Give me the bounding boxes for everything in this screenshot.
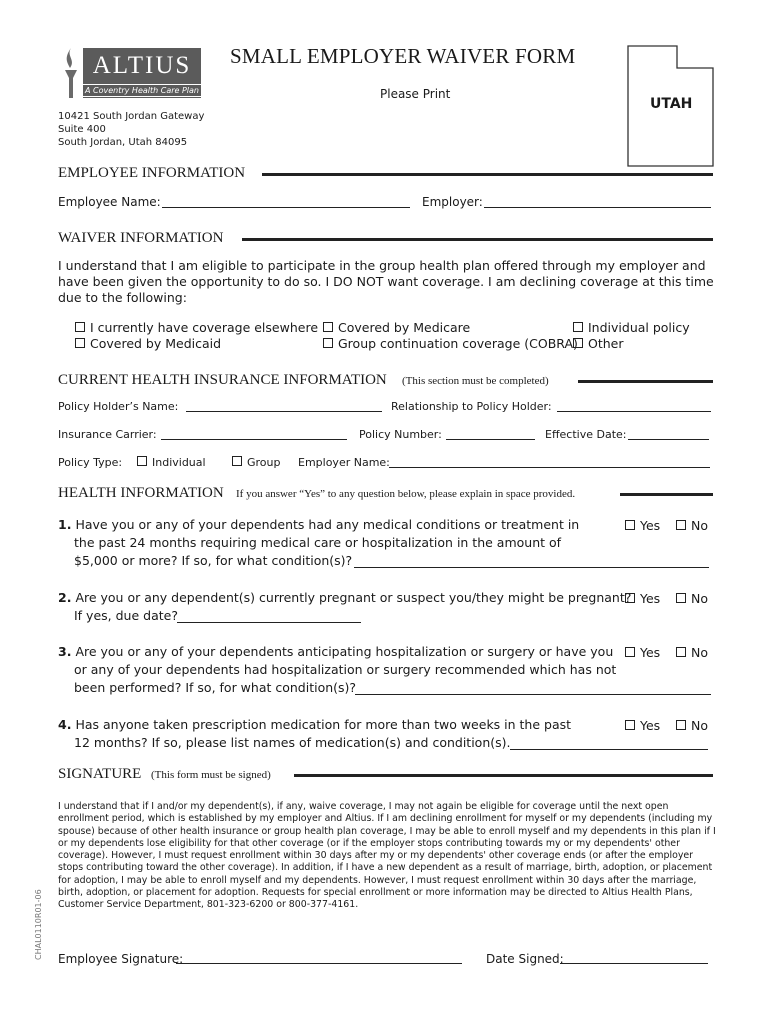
section-heading-waiver: WAIVER INFORMATION bbox=[58, 230, 224, 246]
section-note: (This form must be signed) bbox=[151, 769, 271, 781]
state-label: UTAH bbox=[650, 96, 693, 112]
no-label: No bbox=[691, 591, 708, 606]
employer-label: Employer: bbox=[422, 195, 483, 209]
question-text: 12 months? If so, please list names of medication(s) and condition(s). bbox=[74, 735, 511, 750]
no-label: No bbox=[691, 718, 708, 733]
carrier-field[interactable] bbox=[161, 439, 347, 440]
relationship-field[interactable] bbox=[557, 411, 711, 412]
option-label: Covered by Medicaid bbox=[90, 336, 222, 351]
address-line: 10421 South Jordan Gateway bbox=[58, 111, 205, 122]
address-line: Suite 400 bbox=[58, 124, 106, 135]
question-2-answer-field[interactable] bbox=[177, 622, 361, 623]
question-text: Have you or any of your dependents had any medical conditions or treatment in bbox=[75, 517, 580, 532]
section-rule bbox=[578, 380, 713, 383]
section-rule bbox=[262, 173, 713, 176]
waiver-statement: I understand that I am eligible to participate in the group health plan offered through my employer and have been given the opportunity to do so. I DO NOT want coverage. I am declining coverage at this time due to the following: bbox=[58, 258, 714, 305]
question-text: $5,000 or more? If so, for what condition(s)? bbox=[74, 553, 353, 568]
checkbox[interactable] bbox=[573, 322, 583, 332]
employer-name-field[interactable] bbox=[389, 467, 710, 468]
logo-name: ALTIUS bbox=[83, 48, 201, 84]
policy-number-label: Policy Number: bbox=[359, 428, 442, 441]
question-4-yes[interactable] bbox=[625, 718, 660, 733]
employee-signature-label: Employee Signature: bbox=[58, 952, 184, 966]
checkbox[interactable] bbox=[232, 456, 242, 466]
option-label: Individual policy bbox=[588, 320, 690, 335]
option-label: Covered by Medicare bbox=[338, 320, 471, 335]
effective-date-field[interactable] bbox=[628, 439, 709, 440]
checkbox[interactable] bbox=[676, 593, 686, 603]
policy-type-label: Policy Type: bbox=[58, 456, 123, 469]
option-label: Other bbox=[588, 336, 624, 351]
question-3-no[interactable] bbox=[676, 645, 708, 660]
option-label: Group continuation coverage (COBRA) bbox=[338, 336, 578, 351]
question-4 bbox=[58, 716, 571, 752]
employer-field[interactable] bbox=[484, 207, 711, 208]
option-medicaid[interactable] bbox=[75, 336, 221, 351]
section-heading-current-insurance: CURRENT HEALTH INSURANCE INFORMATION bbox=[58, 372, 387, 388]
no-label: No bbox=[691, 518, 708, 533]
employee-name-label: Employee Name: bbox=[58, 195, 161, 209]
checkbox[interactable] bbox=[75, 338, 85, 348]
question-1-no[interactable] bbox=[676, 518, 708, 533]
section-rule bbox=[620, 493, 713, 496]
address-line: South Jordan, Utah 84095 bbox=[58, 137, 188, 148]
yes-label: Yes bbox=[640, 718, 661, 733]
checkbox[interactable] bbox=[137, 456, 147, 466]
policy-type-individual[interactable] bbox=[137, 456, 206, 469]
checkbox[interactable] bbox=[676, 647, 686, 657]
yes-label: Yes bbox=[640, 645, 661, 660]
checkbox[interactable] bbox=[573, 338, 583, 348]
policy-number-field[interactable] bbox=[446, 439, 535, 440]
question-2-no[interactable] bbox=[676, 591, 708, 606]
question-1 bbox=[58, 516, 579, 570]
question-number: 3. bbox=[58, 644, 72, 659]
section-note: (This section must be completed) bbox=[402, 375, 549, 387]
option-cobra[interactable] bbox=[323, 336, 578, 351]
option-other[interactable] bbox=[573, 336, 624, 351]
checkbox[interactable] bbox=[75, 322, 85, 332]
employee-name-field[interactable] bbox=[162, 207, 410, 208]
question-text: or any of your dependents had hospitalization or surgery recommended which has not bbox=[74, 662, 617, 677]
signature-disclosure-text: I understand that if I and/or my dependent(s), if any, waive coverage, I may not again be eligible for coverage until the next open enrollment period, which is established by my employer and Altius. If I am declining enrollment for myself or my dependents (including my spouse) because of other health insurance or group health plan coverage, I may be able to enroll myself and my dependents in this plan if I or my dependents lose eligibility for that other coverage (or if the employer stops contributing towards my or my dependents' other coverage). However, I must request enrollment within 30 days after my or my dependents' other coverage ends (or after the employer stops contributing toward the other coverage). In addition, if I have a new dependent as a result of marriage, birth, adoption, or placement for adoption, I may be able to enroll myself and my dependents. However, I must request enrollment within 30 days after the marriage, birth, adoption, or placement for adoption. Requests for special enrollment or more information may be directed to Altius Health Plans, Customer Service Department, 801-323-6200 or 800-377-4161. bbox=[58, 801, 716, 911]
option-label: Individual bbox=[152, 456, 206, 469]
section-heading-signature: SIGNATURE bbox=[58, 766, 142, 782]
logo-tagline: A Coventry Health Care Plan bbox=[85, 86, 199, 95]
section-rule bbox=[242, 238, 713, 241]
employee-signature-field[interactable] bbox=[176, 963, 462, 964]
question-2 bbox=[58, 589, 631, 625]
question-2-yes[interactable] bbox=[625, 591, 660, 606]
checkbox[interactable] bbox=[676, 720, 686, 730]
question-text: Has anyone taken prescription medication for more than two weeks in the past bbox=[75, 717, 572, 732]
form-title: SMALL EMPLOYER WAIVER FORM bbox=[230, 44, 576, 68]
section-rule bbox=[294, 774, 713, 777]
question-1-yes[interactable] bbox=[625, 518, 660, 533]
logo-rule bbox=[83, 97, 201, 98]
question-3-yes[interactable] bbox=[625, 645, 660, 660]
section-heading-employee: EMPLOYEE INFORMATION bbox=[58, 165, 246, 181]
question-text: been performed? If so, for what condition(s)? bbox=[74, 680, 357, 695]
employer-name-label: Employer Name: bbox=[298, 456, 390, 469]
policy-holder-label: Policy Holder’s Name: bbox=[58, 400, 179, 413]
question-number: 2. bbox=[58, 590, 72, 605]
option-medicare[interactable] bbox=[323, 320, 470, 335]
carrier-label: Insurance Carrier: bbox=[58, 428, 157, 441]
question-4-no[interactable] bbox=[676, 718, 708, 733]
date-signed-field[interactable] bbox=[560, 963, 708, 964]
checkbox[interactable] bbox=[625, 520, 635, 530]
option-label: Group bbox=[247, 456, 281, 469]
policy-holder-field[interactable] bbox=[186, 411, 382, 412]
question-number: 1. bbox=[58, 517, 72, 532]
question-text: If yes, due date? bbox=[74, 608, 178, 623]
form-code: CHAL0110R01-06 bbox=[34, 889, 43, 960]
question-text: Are you or any dependent(s) currently pregnant or suspect you/they might be pregnant? bbox=[75, 590, 632, 605]
relationship-label: Relationship to Policy Holder: bbox=[391, 400, 552, 413]
policy-type-group[interactable] bbox=[232, 456, 281, 469]
torch-icon bbox=[58, 44, 84, 100]
question-text: the past 24 months requiring medical care or hospitalization in the amount of bbox=[74, 535, 562, 550]
option-coverage-elsewhere[interactable] bbox=[75, 320, 318, 335]
checkbox[interactable] bbox=[625, 647, 635, 657]
checkbox[interactable] bbox=[323, 322, 333, 332]
question-text: Are you or any of your dependents anticipating hospitalization or surgery or have you bbox=[75, 644, 614, 659]
question-3 bbox=[58, 643, 616, 697]
section-note: If you answer “Yes” to any question below, please explain in space provided. bbox=[236, 488, 576, 500]
question-3-answer-field[interactable] bbox=[355, 694, 711, 695]
yes-label: Yes bbox=[640, 518, 661, 533]
question-1-answer-field[interactable] bbox=[354, 567, 709, 568]
section-heading-health: HEALTH INFORMATION bbox=[58, 485, 224, 501]
option-individual-policy[interactable] bbox=[573, 320, 690, 335]
no-label: No bbox=[691, 645, 708, 660]
option-label: I currently have coverage elsewhere bbox=[90, 320, 319, 335]
checkbox[interactable] bbox=[625, 720, 635, 730]
checkbox[interactable] bbox=[676, 520, 686, 530]
please-print-note: Please Print bbox=[380, 87, 451, 101]
company-address bbox=[58, 110, 204, 149]
date-signed-label: Date Signed: bbox=[486, 952, 564, 966]
question-number: 4. bbox=[58, 717, 72, 732]
checkbox[interactable] bbox=[625, 593, 635, 603]
question-4-answer-field[interactable] bbox=[510, 749, 708, 750]
checkbox[interactable] bbox=[323, 338, 333, 348]
yes-label: Yes bbox=[640, 591, 661, 606]
effective-date-label: Effective Date: bbox=[545, 428, 627, 441]
